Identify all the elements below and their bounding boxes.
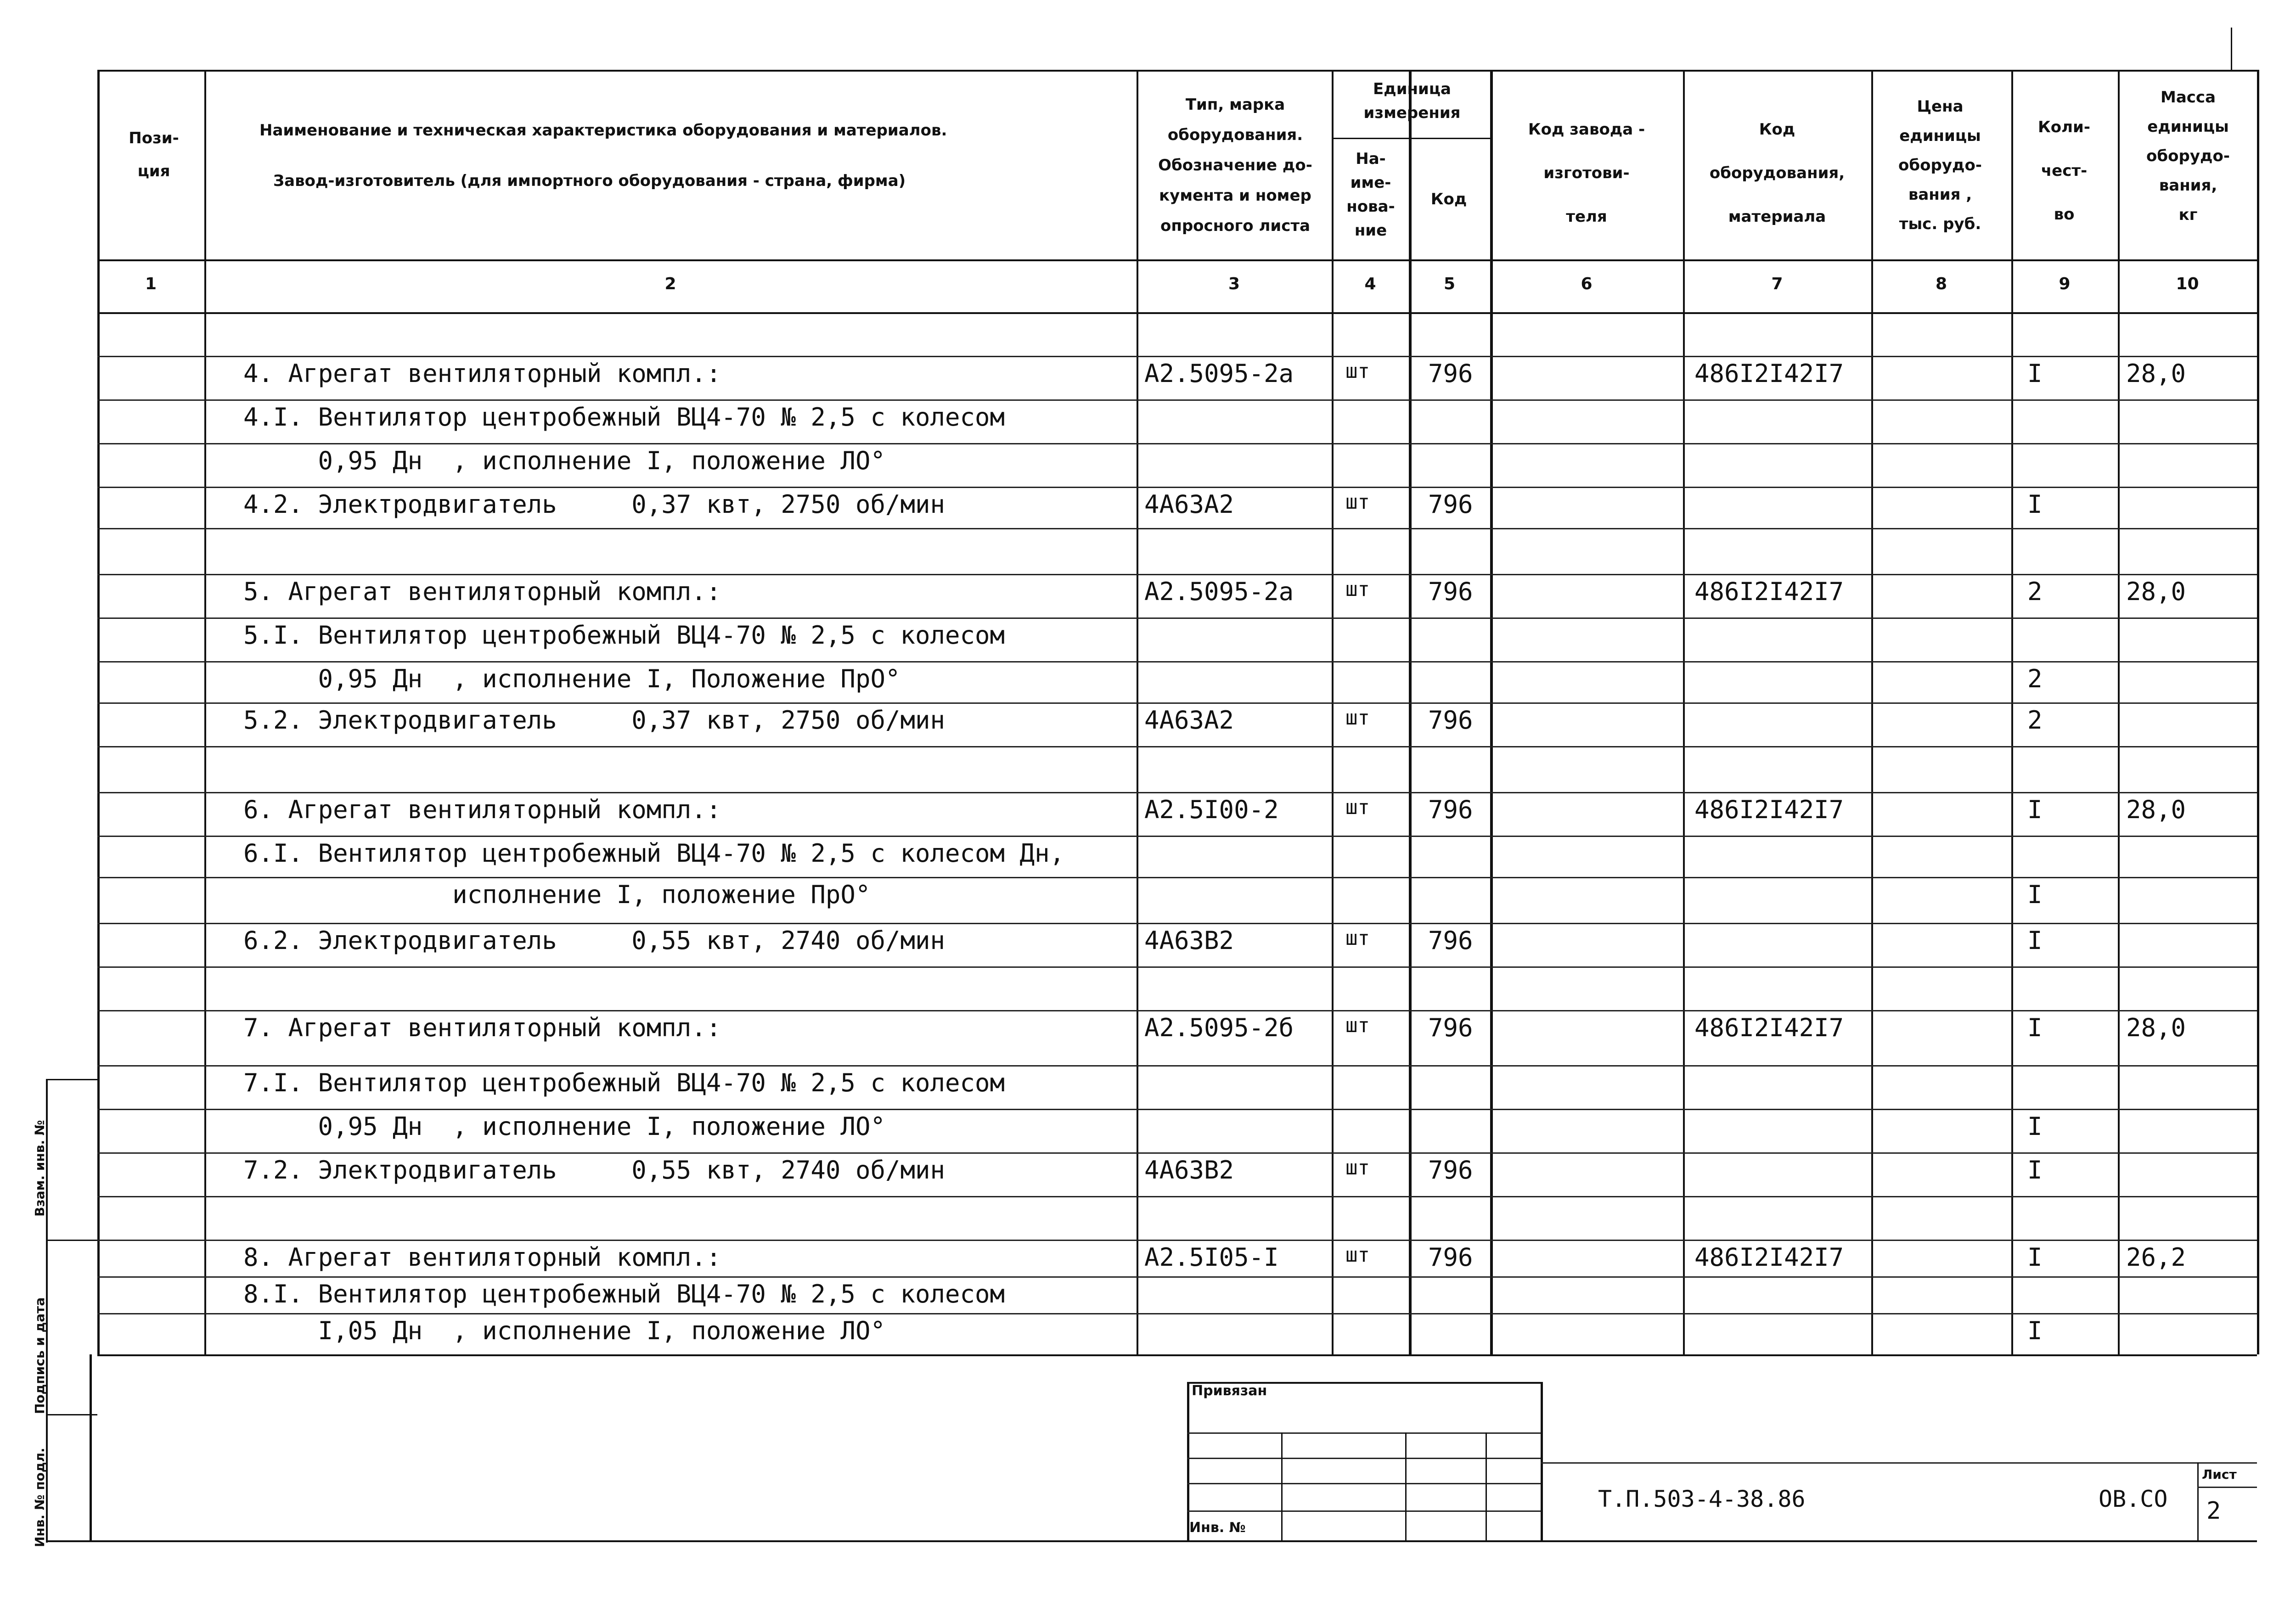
row-unit: шт	[1345, 359, 1370, 383]
side-label-podpis: Подпись и дата	[32, 1297, 47, 1414]
column-number-8: 8	[1935, 275, 1947, 293]
row-name: 0,95 Дн , исполнение I, Положение ПрО°	[243, 664, 900, 693]
row-mass: 28,0	[2126, 577, 2186, 606]
column-number-4: 4	[1364, 275, 1376, 293]
row-unit-code: 796	[1428, 706, 1473, 735]
row-unit-code: 796	[1428, 926, 1473, 955]
binding-mark-1	[46, 1079, 97, 1080]
row-unit-code: 796	[1428, 359, 1473, 388]
row-name: 5. Агрегат вентиляторный компл.:	[243, 577, 721, 606]
row-mass: 28,0	[2126, 795, 2186, 824]
frame-top	[97, 70, 2257, 72]
column-number-1: 1	[145, 275, 157, 293]
row-type: А2.5095-2а	[1144, 577, 1294, 606]
column-divider-3	[1332, 70, 1334, 1354]
row-line	[97, 443, 2257, 444]
column-divider-7	[1871, 70, 1873, 1354]
row-type: 4А63В2	[1144, 926, 1234, 955]
row-quantity: I	[2027, 926, 2043, 955]
title-block-row-0	[1187, 1432, 1541, 1434]
sheet-code: ОВ.СО	[2099, 1486, 2168, 1512]
row-line	[97, 1109, 2257, 1110]
row-name: 5.I. Вентилятор центробежный ВЦ4-70 № 2,5 с колесом	[243, 621, 1005, 650]
binding-mark-2	[46, 1240, 97, 1241]
title-block-right	[1541, 1382, 1543, 1540]
row-name: I,05 Дн , исполнение I, положение ЛО°	[243, 1316, 885, 1345]
list-label: Лист	[2202, 1467, 2237, 1482]
row-name: 7.2. Электродвигатель 0,55 квт, 2740 об/мин	[243, 1156, 945, 1185]
header-mass: Масса единицы оборудо- вания, кг	[2146, 88, 2230, 224]
row-unit-code: 796	[1428, 1156, 1473, 1185]
row-unit-code: 796	[1428, 795, 1473, 824]
row-unit: шт	[1345, 1156, 1370, 1179]
row-line	[97, 966, 2257, 968]
row-name: 6.2. Электродвигатель 0,55 квт, 2740 об/мин	[243, 926, 945, 955]
title-block-col-2	[1405, 1432, 1407, 1540]
row-type: А2.5095-2б	[1144, 1013, 1294, 1042]
document-code: Т.П.503-4-38.86	[1598, 1486, 1806, 1512]
row-line	[97, 528, 2257, 529]
row-unit: шт	[1345, 1243, 1370, 1267]
row-mass: 28,0	[2126, 359, 2186, 388]
header-quantity: Коли- чест- во	[2038, 118, 2090, 224]
column-divider-6	[1683, 70, 1685, 1354]
row-name: 5.2. Электродвигатель 0,37 квт, 2750 об/мин	[243, 706, 945, 735]
header-position: Пози- ция	[129, 129, 179, 180]
row-quantity: I	[2027, 1112, 2043, 1141]
row-material-code: 486I2I42I7	[1694, 1013, 1844, 1042]
row-type: А2.5I05-I	[1144, 1243, 1279, 1272]
row-unit: шт	[1345, 1014, 1370, 1037]
row-name: 7. Агрегат вентиляторный компл.:	[243, 1013, 721, 1042]
list-number: 2	[2206, 1497, 2221, 1525]
row-unit-code: 796	[1428, 1013, 1473, 1042]
column-divider-5	[1490, 70, 1493, 1354]
frame-bottom	[46, 1540, 2257, 1542]
row-quantity: I	[2027, 1156, 2043, 1185]
column-number-5: 5	[1443, 275, 1456, 293]
row-line	[97, 574, 2257, 575]
column-number-7: 7	[1771, 275, 1783, 293]
row-quantity: I	[2027, 359, 2043, 388]
title-block-row-1	[1187, 1458, 1541, 1459]
row-line	[97, 1010, 2257, 1011]
column-number-3: 3	[1228, 275, 1240, 293]
row-line	[97, 702, 2257, 704]
row-quantity: 2	[2027, 577, 2043, 606]
title-block-col-1	[1281, 1432, 1283, 1540]
unit-subheader-line	[1332, 138, 1490, 139]
column-divider-2	[1137, 70, 1138, 1354]
row-unit-code: 796	[1428, 577, 1473, 606]
row-line	[97, 792, 2257, 793]
row-quantity: I	[2027, 1013, 2043, 1042]
row-name: 6. Агрегат вентиляторный компл.:	[243, 795, 721, 824]
column-number-6: 6	[1581, 275, 1593, 293]
row-material-code: 486I2I42I7	[1694, 1243, 1844, 1272]
row-material-code: 486I2I42I7	[1694, 577, 1844, 606]
row-type: 4А63А2	[1144, 490, 1234, 519]
row-line	[97, 356, 2257, 357]
row-line	[97, 661, 2257, 662]
row-type: А2.5095-2а	[1144, 359, 1294, 388]
row-quantity: 2	[2027, 706, 2043, 735]
row-unit: шт	[1345, 490, 1370, 514]
row-line	[97, 746, 2257, 747]
title-block-inv-no: Инв. №	[1189, 1520, 1246, 1536]
row-name: 4.2. Электродвигатель 0,37 квт, 2750 об/мин	[243, 490, 945, 519]
row-unit: шт	[1345, 706, 1370, 730]
row-name: 8. Агрегат вентиляторный компл.:	[243, 1243, 721, 1272]
row-mass: 26,2	[2126, 1243, 2186, 1272]
title-block-privyazan: Привязан	[1192, 1383, 1267, 1399]
corner-tick	[2231, 28, 2232, 70]
list-box-divider	[2197, 1487, 2257, 1488]
row-line	[97, 877, 2257, 878]
row-material-code: 486I2I42I7	[1694, 359, 1844, 388]
row-quantity: I	[2027, 795, 2043, 824]
row-type: 4А63А2	[1144, 706, 1234, 735]
row-line	[97, 1240, 2257, 1241]
row-quantity: 2	[2027, 664, 2043, 693]
column-number-2: 2	[664, 275, 676, 293]
row-line	[97, 618, 2257, 619]
column-number-9: 9	[2059, 275, 2071, 293]
title-block-col-3	[1486, 1432, 1487, 1540]
title-block-row-2	[1187, 1483, 1541, 1484]
header-unit: Единица измерения	[1363, 80, 1461, 122]
header-type: Тип, марка оборудования. Обозначение до- кумента и номер опросного листа	[1158, 95, 1312, 235]
header-name-line1: Наименование и техническая характеристика оборудования и материалов.	[259, 121, 947, 140]
column-divider-4	[1409, 70, 1412, 1354]
column-divider-8	[2011, 70, 2013, 1354]
row-line	[97, 1152, 2257, 1154]
row-unit-code: 796	[1428, 1243, 1473, 1272]
row-line	[97, 923, 2257, 924]
row-unit: шт	[1345, 796, 1370, 819]
side-label-inv-podl: Инв. № подл.	[32, 1448, 47, 1547]
row-line	[97, 487, 2257, 488]
row-line	[97, 1196, 2257, 1197]
row-name: 4. Агрегат вентиляторный компл.:	[243, 359, 721, 388]
row-line	[97, 1065, 2257, 1067]
title-block-row-3	[1187, 1510, 1541, 1512]
row-line	[97, 1313, 2257, 1314]
row-name: 8.I. Вентилятор центробежный ВЦ4-70 № 2,5 с колесом	[243, 1280, 1005, 1308]
row-quantity: I	[2027, 1316, 2043, 1345]
frame-right	[2257, 70, 2259, 1354]
binding-strip-inner	[90, 1354, 92, 1540]
row-unit: шт	[1345, 578, 1370, 601]
row-name: 7.I. Вентилятор центробежный ВЦ4-70 № 2,5 с колесом	[243, 1068, 1005, 1097]
row-line	[97, 1276, 2257, 1278]
header-unit-code: Код	[1430, 190, 1467, 208]
title-block-left	[1187, 1382, 1189, 1540]
row-line	[97, 399, 2257, 401]
row-line	[97, 836, 2257, 837]
row-quantity: I	[2027, 880, 2043, 909]
header-name-line2: Завод-изготовитель (для импортного оборудования - страна, фирма)	[273, 172, 906, 190]
header-unit-name: На- име- нова- ние	[1346, 150, 1395, 240]
header-material-code: Код оборудования, материала	[1709, 120, 1845, 226]
list-box-left	[2197, 1462, 2199, 1540]
header-factory-code: Код завода - изготови- теля	[1528, 120, 1645, 226]
body-bottom	[97, 1354, 2257, 1356]
header-price: Цена единицы оборудо- вания , тыс. руб.	[1898, 97, 1982, 233]
row-unit-code: 796	[1428, 490, 1473, 519]
column-number-bottom	[97, 312, 2257, 314]
row-material-code: 486I2I42I7	[1694, 795, 1844, 824]
row-name: 6.I. Вентилятор центробежный ВЦ4-70 № 2,5 с колесом Дн,	[243, 839, 1065, 868]
row-quantity: I	[2027, 490, 2043, 519]
row-unit: шт	[1345, 926, 1370, 950]
row-mass: 28,0	[2126, 1013, 2186, 1042]
binding-mark-3	[46, 1414, 97, 1415]
row-type: 4А63В2	[1144, 1156, 1234, 1185]
side-label-vzam-inv: Взам. инв. №	[32, 1120, 47, 1217]
column-divider-9	[2118, 70, 2120, 1354]
column-divider-1	[204, 70, 206, 1354]
column-number-10: 10	[2176, 275, 2199, 293]
row-name: 0,95 Дн , исполнение I, положение ЛО°	[243, 1112, 885, 1141]
row-name: 4.I. Вентилятор центробежный ВЦ4-70 № 2,5 с колесом	[243, 403, 1005, 432]
row-type: А2.5I00-2	[1144, 795, 1279, 824]
row-name: исполнение I, положение ПрО°	[243, 880, 871, 909]
row-quantity: I	[2027, 1243, 2043, 1272]
header-bottom	[97, 259, 2257, 261]
row-name: 0,95 Дн , исполнение I, положение ЛО°	[243, 446, 885, 475]
frame-left	[97, 70, 100, 1354]
title-block-stamp-top	[1541, 1462, 2257, 1464]
